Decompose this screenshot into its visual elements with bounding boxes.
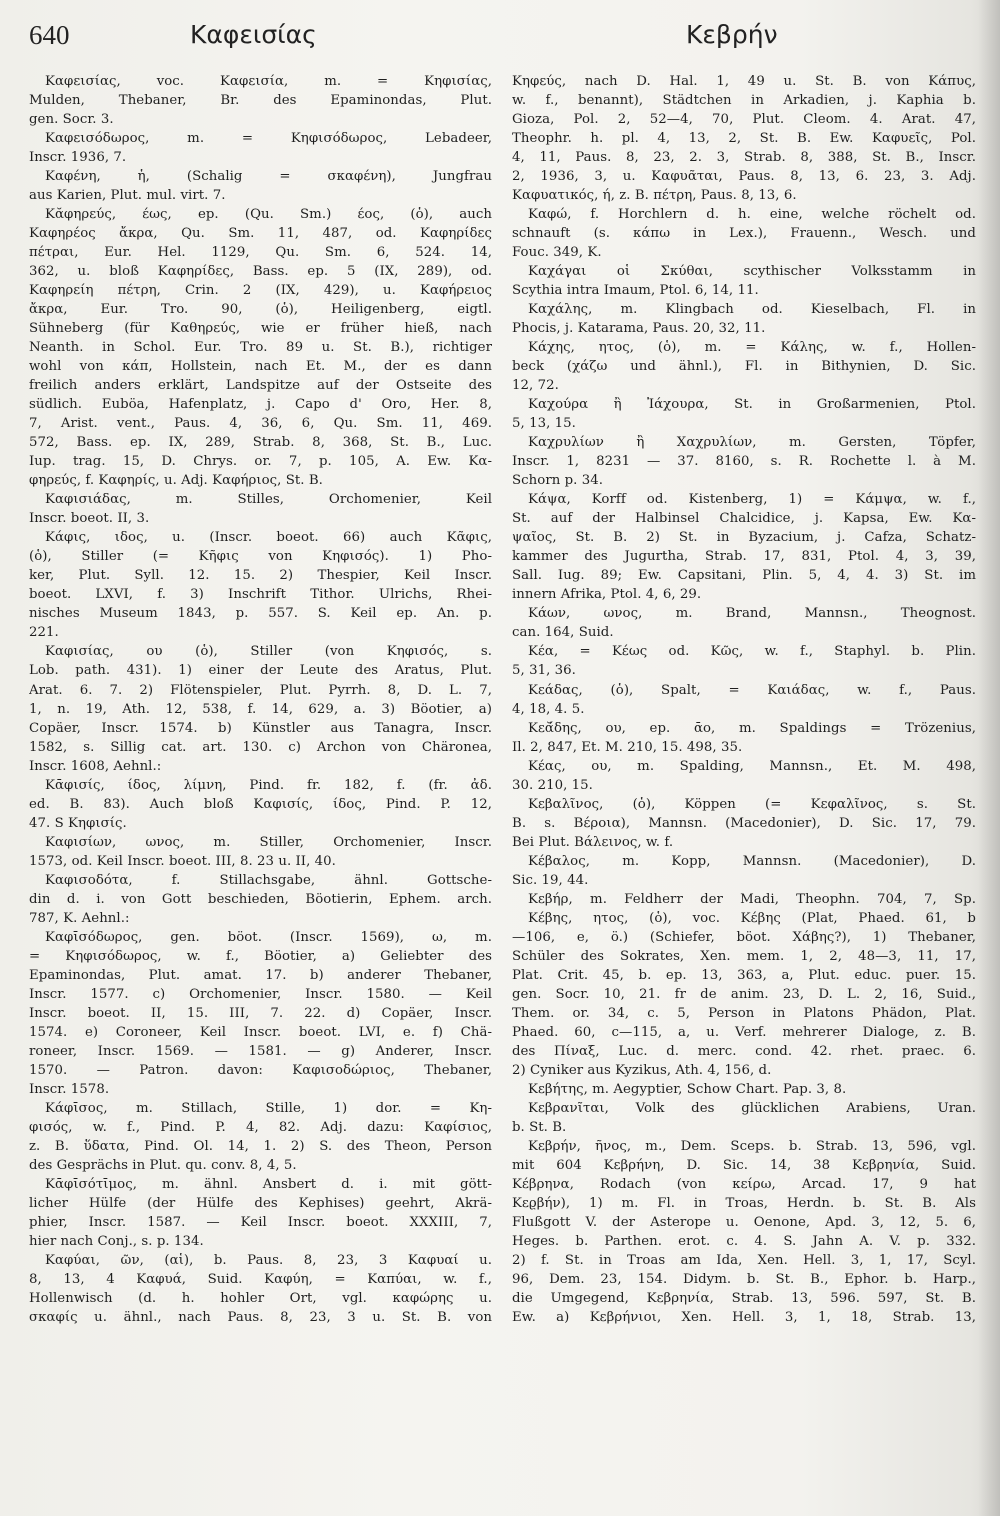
entry-text-line: Epaminondas, Plut. amat. 17. b) anderer Thebaner, [29, 967, 492, 983]
entry-text-line: z. B. ὕδατα, Pind. Ol. 14, 1. 2) S. des Theon, Person [29, 1138, 492, 1154]
entry-headword-line: Κεβήρ, m. Feldherr der Madi, Theophn. 704, 7, Sp. [528, 891, 976, 907]
entry-text-line: Mulden, Thebaner, Br. des Epaminondas, Plut. [29, 93, 492, 109]
entry-text-line: innern Afrika, Ptol. 4, 6, 29. [512, 587, 702, 603]
entry-text-line: Sic. 19, 44. [512, 872, 589, 888]
entry-text-line: Inscr. 1936, 7. [29, 150, 127, 166]
entry-text-line: —106, e, ö.) (Schiefer, böot. Χάβης?), 1) Thebaner, [512, 929, 976, 945]
running-head-left: Καφεισίας [190, 20, 317, 49]
entry-headword-line: Καφεισίας, voc. Καφεισία, m. = Κηφισίας, [45, 74, 492, 89]
entry-text-line: 8, 13, 4 Καφυά, Suid. Καφύη, = Καπύαι, w. f., [29, 1271, 492, 1287]
entry-headword-line: Καφισοδότα, f. Stillachsgabe, ähnl. Gottsche- [45, 872, 492, 888]
entry-text-line: Sühneberg (für Καθηρεύς, wie er früher hieß, nach [29, 321, 492, 337]
page-number: 640 [29, 20, 70, 50]
entry-text-line: Flußgott V. der Asterope u. Oenone, Apd. 3, 12, 5. 6, [512, 1214, 976, 1230]
entry-headword-line: Καφένη, ἡ, (Schalig = σκαφένη), Jungfrau [45, 169, 492, 185]
entry-text-line: die Umgegend, Κεβρηνία, Strab. 13, 596. 597, St. B. [512, 1291, 976, 1306]
entry-text-line: des Gesprächs in Plut. qu. conv. 8, 4, 5. [29, 1157, 297, 1173]
entry-text-line: Κηφεύς, nach D. Hal. 1, 49 u. St. B. von Κάπυς, [512, 74, 976, 89]
entry-text-line: ed. B. 83). Auch bloß Καφισίς, ίδος, Pind. P. 12, [29, 796, 492, 812]
entry-text-line: = Κηφισόδωρος, w. f., Böotier, a) Geliebter des [29, 948, 492, 964]
entry-headword-line: Καφώ, f. Horchlern d. h. eine, welche röchelt od. [528, 207, 976, 223]
entry-text-line: Inscr. boeot. II, 15. III, 7. 22. d) Copäer, Inscr. [29, 1005, 492, 1021]
entry-text-line: 2, 1936, 3, u. Καφυᾶται, Paus. 8, 13, 6. 23, 3. Adj. [512, 169, 976, 185]
entry-text-line: freilich anders erklärt, Landspitze auf der Ostseite des [29, 378, 492, 394]
entry-text-line: 2) f. St. in Troas am Ida, Xen. Hell. 3, 1, 17, Scyl. [512, 1252, 976, 1268]
entry-text-line: roneer, Inscr. 1569. — 1581. — g) Anderer, Inscr. [29, 1043, 492, 1059]
entry-text-line: Hollenwisch (d. h. hohler Ort, vgl. καφώρης u. [29, 1291, 492, 1306]
entry-text-line: nisches Museum 1843, p. 557. S. Keil ep. An. p. [29, 606, 492, 622]
entry-text-line: licher Hülfe (der Hülfe des Kephises) geehrt, Akrä- [29, 1195, 492, 1211]
entry-headword-line: Κάψα, Korff od. Kistenberg, 1) = Κάμψα, w. f., [528, 492, 976, 508]
entry-text-line: St. auf der Halbinsel Chalcidice, j. Kapsa, Ew. Κα- [512, 511, 976, 527]
entry-text-line: gen. Socr. 3. [29, 112, 114, 128]
entry-text-line: mit 604 Κεβρήνη, D. Sic. 14, 38 Κεβρηνία, Suid. [512, 1157, 976, 1173]
entry-text-line: 1, n. 19, Ath. 12, 538, f. 14, 629, a. 3) Böotier, a) [29, 701, 492, 717]
entry-text-line: 2) Cyniker aus Kyzikus, Ath. 4, 156, d. [512, 1062, 772, 1078]
entry-text-line: din d. i. von Gott beschieden, Böotierin, Ephem. arch. [29, 891, 492, 907]
entry-headword-line: Κᾱφῑσότῑμος, m. ähnl. Ansbert d. i. mit gött- [45, 1176, 492, 1192]
entry-headword-line: Κέβης, ητος, (ὁ), voc. Κέβης (Plat, Phaed. 61, b [528, 910, 976, 926]
entry-headword-line: Καφισίων, ωνος, m. Stiller, Orchomenier, Inscr. [45, 834, 492, 850]
entry-text-line: πέτραι, Eur. Hel. 1129, Qu. Sm. 6, 524. 14, [29, 245, 492, 261]
entry-text-line: ψαῖος, St. B. 2) St. in Byzacium, j. Cafza, Schatz- [512, 530, 976, 546]
entry-text-line: (ὁ), Stiller (= Κῆφις von Κηφισός). 1) Pho- [29, 549, 492, 565]
entry-headword-line: Κεβρανῖται, Volk des glücklichen Arabiens, Uran. [528, 1100, 976, 1116]
entry-text-line: hier nach Conj., s. p. 134. [29, 1233, 204, 1249]
entry-text-line: südlich. Euböa, Hafenplatz, j. Capo d' Oro, Her. 8, [29, 397, 492, 413]
entry-text-line: Plat. Crit. 45, b. ep. 13, 363, a, Plut. educ. puer. 15. [512, 967, 976, 983]
entry-headword-line: Καφῑσόδωρος, gen. böot. (Inscr. 1569), ω, m. [45, 929, 492, 945]
entry-text-line: 787, K. Aehnl.: [29, 910, 130, 926]
entry-text-line: 1570. — Patron. davon: Καφισοδώριος, Thebaner, [29, 1062, 492, 1078]
entry-headword-line: Κέας, ου, m. Spalding, Mannsn., Et. M. 498, [528, 758, 976, 774]
entry-headword-line: Καχρυλίων ἢ Χαχρυλίων, m. Gersten, Töpfer, [528, 435, 976, 451]
entry-text-line: Καφηρείη πέτρη, Crin. 2 (IX, 429), u. Καφήρειος [29, 283, 492, 299]
entry-text-line: ker, Plut. Syll. 12. 15. 2) Thespier, Keil Inscr. [29, 568, 492, 584]
entry-headword-line: Καχάλης, m. Klingbach od. Kieselbach, Fl. in [528, 302, 976, 318]
entry-text-line: Iup. trag. 15, D. Chrys. or. 7, p. 105, A. Ew. Κα- [29, 454, 492, 470]
entry-text-line: boeot. LXVI, f. 3) Inschrift Tithor. Ulrichs, Rhei- [29, 587, 492, 603]
entry-text-line: schnauft (s. κάπω in Lex.), Frauenn., Wesch. und [512, 226, 976, 242]
entry-text-line: Ew. a) Κεβρήνιοι, Xen. Hell. 3, 1, 18, Strab. 13, [512, 1310, 976, 1326]
entry-text-line: Inscr. 1578. [29, 1081, 110, 1097]
entry-text-line: 30. 210, 15. [512, 777, 593, 793]
entry-text-line: σκαφίς u. ähnl., nach Paus. 8, 23, 3 u. St. B. von [29, 1310, 492, 1326]
running-head-right: Κεβρήν [686, 20, 778, 49]
entry-text-line: 12, 72. [512, 378, 559, 394]
entry-text-line: Κέβρηνα, Rodach (von κείρω, Arcad. 17, 9 hat [512, 1176, 976, 1192]
entry-headword-line: Καχούρα ἢ Ἰάχουρα, St. in Großarmenien, Ptol. [528, 397, 976, 413]
entry-text-line: w. f., benannt), Städtchen in Arkadien, j. Kaphia b. [512, 93, 976, 109]
entry-text-line: Inscr. 1, 8231 — 37. 8160, s. R. Rochette l. à M. [512, 454, 976, 470]
entry-headword-line: Κεάδας, (ὁ), Spalt, = Καιάδας, w. f., Paus. [528, 682, 976, 698]
entry-headword-line: Κᾱφισίς, ίδος, λίμνη, Pind. fr. 182, f. (fr. ἀδ. [45, 777, 492, 793]
entry-text-line: Gioza, Pol. 2, 52—4, 70, Plut. Cleom. 4. Arat. 47, [512, 112, 976, 128]
entry-text-line: Scythia intra Imaum, Ptol. 6, 14, 11. [512, 283, 759, 299]
entry-text-line: Sall. Iug. 89; Ew. Capsitani, Plin. 5, 4, 4. 3) St. im [512, 568, 976, 584]
entry-text-line: Arat. 6. 7. 2) Flötenspieler, Plut. Pyrrh. 8, D. L. 7, [29, 682, 492, 698]
entry-headword-line: Κάφῑσος, m. Stillach, Stille, 1) dor. = Κη- [45, 1100, 492, 1116]
entry-text-line: Κεϱβήν), 1) m. Fl. in Troas, Herdn. b. St. B. Als [512, 1195, 976, 1211]
entry-text-line: Il. 2, 847, Et. M. 210, 15. 498, 35. [512, 739, 743, 755]
entry-text-line: 5, 31, 36. [512, 663, 576, 679]
entry-text-line: 1582, s. Sillig cat. art. 130. c) Archon von Chäronea, [29, 739, 492, 755]
entry-text-line: Inscr. 1608, Aehnl.: [29, 758, 162, 774]
entry-text-line: 4, 11, Paus. 8, 23, 2. 3, Strab. 8, 388, St. B., Inscr. [512, 150, 976, 166]
entry-headword-line: Κᾰφηρεύς, έως, ep. (Qu. Sm.) έος, (ὁ), auch [45, 207, 492, 223]
entry-text-line: Inscr. 1577. c) Orchomenier, Inscr. 1580. — Keil [29, 986, 492, 1002]
entry-text-line: 7, Arist. vent., Paus. 4, 36, 6, Qu. Sm. 11, 469. [29, 416, 492, 432]
entry-text-line: φηρεύς, f. Καφηρίς, u. Adj. Καφήριος, St. B. [29, 473, 323, 489]
entry-headword-line: Κεᾰ́δης, ου, ep. ᾱο, m. Spaldings = Trözenius, [528, 720, 976, 736]
entry-text-line: aus Karien, Plut. mul. virt. 7. [29, 188, 226, 204]
entry-text-line: 1574. e) Coroneer, Keil Inscr. boeot. LVI, e. f) Chä- [29, 1024, 492, 1040]
entry-text-line: wohl von κάπ, Hollstein, nach Et. M., der es dann [29, 359, 492, 375]
entry-text-line: Fouc. 349, K. [512, 245, 602, 261]
entry-text-line: Lob. path. 431). 1) einer der Leute des Aratus, Plut. [29, 663, 492, 679]
entry-headword-line: Καφισιάδας, m. Stilles, Orchomenier, Keil [45, 492, 492, 508]
entry-text-line: Them. or. 34, c. 5, Person in Platons Phädon, Plat. [512, 1005, 976, 1021]
entry-headword-line: Κάφις, ιδος, u. (Inscr. boeot. 66) auch Κᾶφις, [45, 530, 492, 546]
entry-text-line: Bei Plut. Βάλεινος, w. f. [512, 834, 674, 850]
entry-text-line: 47. S Κηφισίς. [29, 815, 127, 831]
entry-text-line: 5, 13, 15. [512, 416, 576, 432]
entry-text-line: Copäer, Inscr. 1574. b) Künstler aus Tanagra, Inscr. [29, 720, 492, 736]
entry-headword-line: Καφεισόδωρος, m. = Κηφισόδωρος, Lebadeer, [45, 131, 492, 147]
entry-text-line: b. St. B. [512, 1119, 567, 1135]
entry-text-line: ἄκρα, Eur. Tro. 90, (ὁ), Heiligenberg, eigtl. [29, 302, 492, 318]
entry-text-line: Inscr. boeot. II, 3. [29, 511, 150, 527]
entry-text-line: Schorn p. 34. [512, 473, 604, 489]
entry-text-line: φισός, w. f., Pind. P. 4, 82. Adj. dazu: Καφίσιος, [29, 1119, 492, 1135]
entry-text-line: Καφηρέος ἄκρα, Qu. Sm. 11, 487, od. Καφηρίδες [29, 226, 492, 242]
entry-text-line: Heges. b. Parthen. erot. c. 4. S. Jahn A. V. p. 332. [512, 1233, 976, 1249]
entry-text-line: 96, Dem. 23, 154. Didym. b. St. B., Ephor. b. Harp., [512, 1271, 976, 1287]
entry-text-line: 221. [29, 625, 59, 641]
entry-headword-line: Κεβρήν, ῆνος, m., Dem. Sceps. b. Strab. 13, 596, vgl. [528, 1138, 976, 1154]
entry-headword-line: Κάων, ωνος, m. Brand, Mannsn., Theognost. [528, 606, 976, 622]
entry-text-line: B. s. Βέροια), Mannsn. (Macedonier), D. Sic. 17, 79. [512, 815, 976, 831]
entry-text-line: 1573, od. Keil Inscr. boeot. III, 8. 23 u. II, 40. [29, 853, 336, 869]
entry-headword-line: Καφύαι, ῶν, (αἱ), b. Paus. 8, 23, 3 Καφυαί u. [45, 1252, 492, 1268]
entry-headword-line: Κάχης, ητος, (ὁ), m. = Κάλης, w. f., Hollen- [528, 340, 976, 356]
entry-text-line: Phocis, j. Katarama, Paus. 20, 32, 11. [512, 321, 766, 337]
entry-text-line: Schüler des Sokrates, Xen. mem. 1, 2, 48—3, 11, 17, [512, 948, 976, 964]
entry-text-line: phier, Inscr. 1587. — Keil Inscr. boeot. XXXIII, 7, [29, 1214, 492, 1230]
entry-text-line: Phaed. 60, c—115, a, u. Verf. mehrerer Dialoge, z. B. [512, 1024, 976, 1040]
entry-headword-line: Κεβαλῖνος, (ὁ), Köppen (= Κεφαλῖνος, s. St. [528, 796, 976, 812]
entry-text-line: Theophr. h. pl. 4, 13, 2, St. B. Ew. Καφυεῖς, Pol. [512, 131, 976, 147]
entry-text-line: gen. Socr. 10, 21. fr de anim. 23, D. L. 2, 16, Suid., [512, 986, 976, 1002]
entry-headword-line: Κέα, = Κέως od. Κῶς, w. f., Staphyl. b. Plin. [528, 644, 976, 660]
entry-headword-line: Κεβήτης, m. Aegyptier, Schow Chart. Pap. 3, 8. [528, 1081, 847, 1097]
left-column [29, 72, 492, 1327]
entry-headword-line: Καφισίας, ου (ὁ), Stiller (von Κηφισός, s. [45, 644, 492, 660]
entry-text-line: des Πίναξ, Luc. d. merc. cond. 42. rhet. praec. 6. [512, 1043, 976, 1059]
entry-headword-line: Κέβαλος, m. Kopp, Mannsn. (Macedonier), D. [528, 853, 976, 869]
entry-text-line: kammer des Jugurtha, Strab. 17, 831, Ptol. 4, 3, 39, [512, 549, 976, 565]
entry-text-line: Καφυατικός, ή, z. B. πέτρη, Paus. 8, 13, 6. [512, 188, 797, 204]
entry-text-line: Neanth. in Schol. Eur. Tro. 89 u. St. B.), richtiger [29, 340, 492, 356]
entry-headword-line: Καχάγαι οἱ Σκύθαι, scythischer Volksstamm in [528, 264, 976, 280]
entry-text-line: beck (χάζω und ähnl.), Fl. in Bithynien, D. Sic. [512, 359, 976, 375]
entry-text-line: 572, Bass. ep. IX, 289, Strab. 8, 368, St. B., Luc. [29, 435, 492, 451]
entry-text-line: 4, 18, 4. 5. [512, 701, 585, 717]
right-column [512, 72, 976, 1327]
page-edge-shadow [978, 0, 1000, 1516]
entry-text-line: can. 164, Suid. [512, 625, 614, 641]
entry-text-line: 362, u. bloß Καφηρίδες, Bass. ep. 5 (IX, 289), od. [29, 264, 492, 280]
